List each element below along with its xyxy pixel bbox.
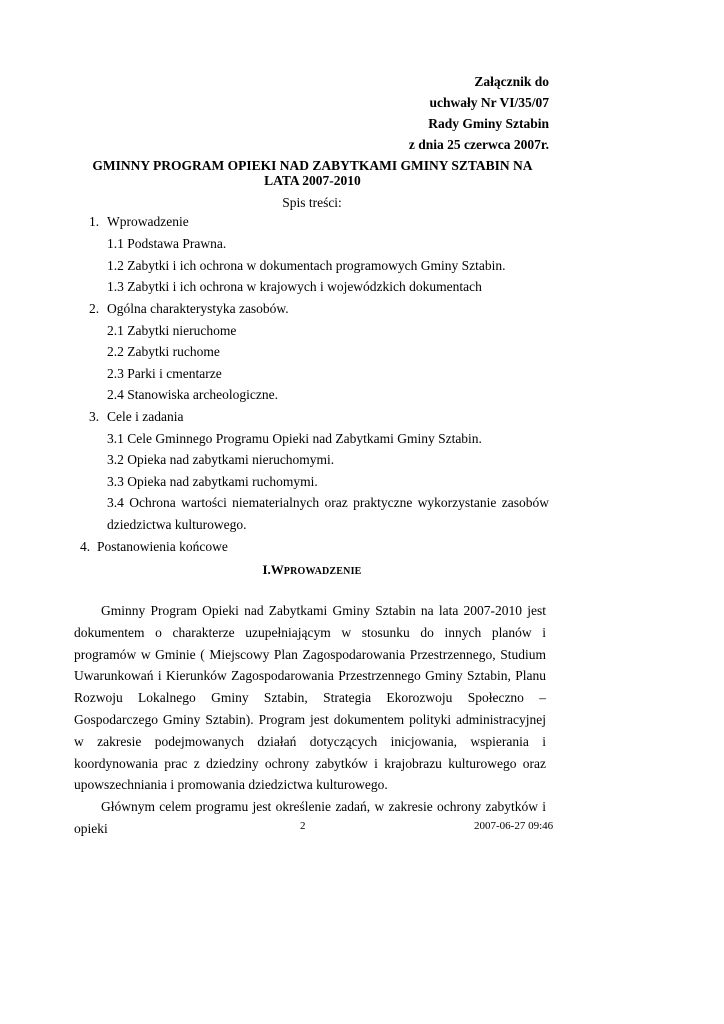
toc-item: 1.3 Zabytki i ich ochrona w krajowych i wojewódzkich dokumentach (107, 279, 482, 294)
toc-item: Cele i zadania (107, 409, 184, 424)
toc-heading: Spis treści: (282, 195, 342, 210)
toc-item: 1.1 Podstawa Prawna. (107, 236, 227, 251)
resolution-date: z dnia 25 czerwca 2007r. (408, 137, 549, 152)
attachment-label: Załącznik do (474, 74, 549, 89)
section-heading-rest: PROWADZENIE (283, 566, 362, 577)
toc-item: 3.4 Ochrona wartości niematerialnych oraz praktyczne wykorzystanie zasobów (107, 495, 549, 510)
document-title: GMINNY PROGRAM OPIEKI NAD ZABYTKAMI GMINY SZTABIN NA LATA 2007-2010 (92, 158, 533, 188)
toc-item-number: 4. (80, 539, 91, 554)
section-heading (0, 562, 624, 578)
paragraph: Gminny Program Opieki nad Zabytkami Gminy Sztabin na lata 2007-2010 jest dokumentem o charakterze uzupełniającym w stosunku do innych planów i programów w Gminie ( Miejscowy Plan Zagospodarowania Przestrzennego, Studium Uwarunkowań i Kierunków Zagospodarowania Przestrzennego Gminy Sztabin, Planu Rozwoju Lokalnego Gminy Sztabin, Strategia Ekorozwoju Społeczno – Gospodarczego Gminy Sztabin). Program jest dokumentem polityki administracyjnej w zakresie podejmowanych działań dotyczących inicjowania, wspierania i koordynowania prac z dziedziny ochrony zabytków i krajobrazu kulturowego oraz upowszechniania i promowania dziedzictwa kulturowego. (74, 603, 546, 793)
toc-item-continuation: dziedzictwa kulturowego. (107, 517, 247, 532)
toc-item-number: 2. (89, 301, 100, 316)
toc-item: 2.1 Zabytki nieruchome (107, 323, 237, 338)
page-number: 2 (300, 820, 306, 832)
toc-item: 2.4 Stanowiska archeologiczne. (107, 387, 278, 402)
toc-item: Wprowadzenie (107, 214, 189, 229)
toc-item: 3.1 Cele Gminnego Programu Opieki nad Zabytkami Gminy Sztabin. (107, 431, 482, 446)
toc-item: 3.3 Opieka nad zabytkami ruchomymi. (107, 474, 318, 489)
toc-item-number: 1. (89, 214, 100, 229)
toc-item: 1.2 Zabytki i ich ochrona w dokumentach programowych Gminy Sztabin. (107, 258, 506, 273)
footer-timestamp: 2007-06-27 09:46 (474, 820, 554, 832)
paragraph: Głównym celem programu jest określenie zadań, w zakresie ochrony zabytków i opieki (74, 799, 546, 836)
toc-item: Ogólna charakterystyka zasobów. (107, 301, 289, 316)
toc-item: Postanowienia końcowe (97, 539, 228, 554)
toc-item: 3.2 Opieka nad zabytkami nieruchomymi. (107, 452, 335, 467)
council-name: Rady Gminy Sztabin (428, 116, 549, 131)
toc-item-number: 3. (89, 409, 100, 424)
resolution-number: uchwały Nr VI/35/07 (429, 95, 549, 110)
toc-item: 2.3 Parki i cmentarze (107, 366, 222, 381)
body-text (74, 600, 546, 840)
toc-item: 2.2 Zabytki ruchome (107, 344, 220, 359)
section-heading-prefix: I.W (262, 562, 284, 577)
